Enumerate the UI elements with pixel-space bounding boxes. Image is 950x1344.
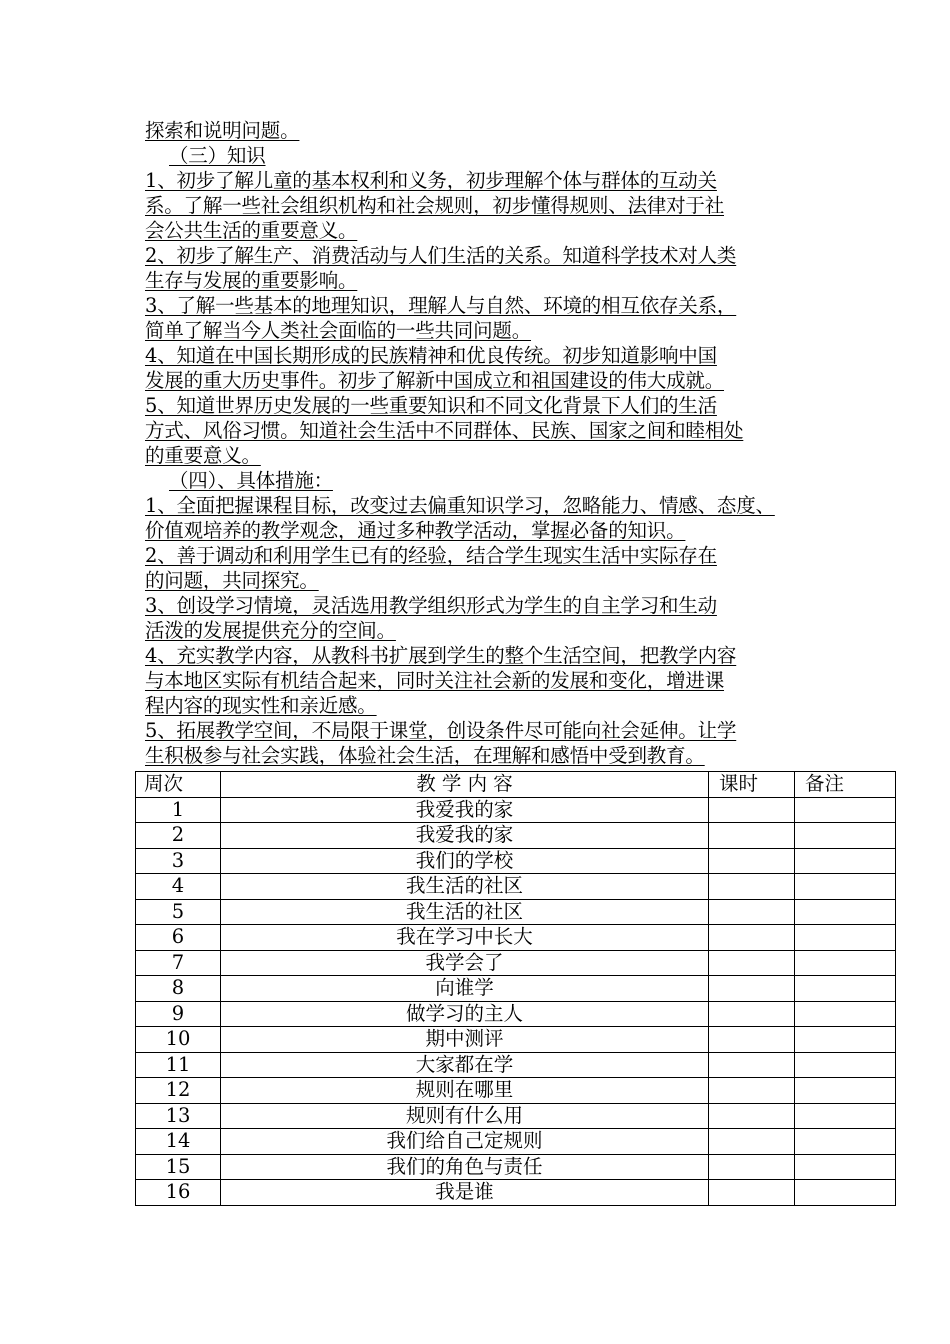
table-row [136,823,896,849]
table-row [136,874,896,900]
hours-cell [709,823,795,849]
week-cell: 10 [136,1027,221,1053]
content-cell: 大家都在学 [221,1052,709,1078]
content-cell: 我在学习中长大 [221,925,709,951]
content-cell: 我是谁 [221,1180,709,1206]
underline-filler [299,118,534,143]
table-header-row [136,772,896,798]
hours-cell [709,1180,795,1206]
week-cell: 15 [136,1154,221,1180]
notes-cell [795,976,896,1002]
text-line-content: 1、全面把握课程目标，改变过去偏重知识学习，忽略能力、情感、态度、 [145,494,775,517]
table-row [136,1052,896,1078]
text-line [145,493,825,518]
text-line [145,468,825,493]
week-cell: 14 [136,1129,221,1155]
hours-cell [709,1078,795,1104]
text-line-content: 5、拓展教学空间，不局限于课堂，创设条件尽可能向社会延伸。让学 [145,719,737,742]
header-notes: 备注 [795,772,896,798]
hours-cell [709,1154,795,1180]
underline-filler [377,693,577,718]
text-line [145,718,825,743]
header-hours: 课时 [709,772,795,798]
hours-cell [709,1001,795,1027]
week-cell: 12 [136,1078,221,1104]
table-row [136,1103,896,1129]
text-line-content: （三）知识 [169,144,266,167]
text-line [145,143,825,168]
content-cell: 我们的角色与责任 [221,1154,709,1180]
notes-cell [795,874,896,900]
hours-cell [709,950,795,976]
content-cell: 我们给自己定规则 [221,1129,709,1155]
text-line-content: 的问题，共同探究。 [145,569,319,592]
text-line [145,293,825,318]
hours-cell [709,1103,795,1129]
text-line-content: 3、创设学习情境，灵活选用教学组织形式为学生的自主学习和生动 [145,594,717,617]
content-cell: 我生活的社区 [221,899,709,925]
notes-cell [795,950,896,976]
text-line [145,693,825,718]
table-row [136,1154,896,1180]
hours-cell [709,848,795,874]
content-cell: 期中测评 [221,1027,709,1053]
text-line-content: 活泼的发展提供充分的空间。 [145,619,396,642]
text-line-content: 系。了解一些社会组织机构和社会规则，初步懂得规则、法律对于社 [145,194,725,217]
text-line [145,668,825,693]
text-line-content: 方式、风俗习惯。知道社会生活中不同群体、民族、国家之间和睦相处 [145,419,744,442]
text-line-content: 生存与发展的重要影响。 [145,269,358,292]
underline-filler [357,218,592,243]
content-cell: 做学习的主人 [221,1001,709,1027]
underline-filler [319,568,589,593]
hours-cell [709,1052,795,1078]
text-line [145,593,825,618]
content-cell: 向谁学 [221,976,709,1002]
notes-cell [795,848,896,874]
content-cell: 我生活的社区 [221,874,709,900]
table-row [136,797,896,823]
hours-cell [709,899,795,925]
week-cell: 9 [136,1001,221,1027]
text-line [145,618,825,643]
plan-text-block [145,118,825,768]
table-row [136,1078,896,1104]
text-line-content: 的重要意义。 [145,444,261,467]
content-cell: 规则在哪里 [221,1078,709,1104]
table-row [136,1180,896,1206]
text-line-content: 4、知道在中国长期形成的民族精神和优良传统。初步知道影响中国 [145,344,717,367]
underline-filler [531,318,643,343]
notes-cell [795,1103,896,1129]
week-cell: 4 [136,874,221,900]
hours-cell [709,976,795,1002]
table-row [136,950,896,976]
notes-cell [795,1052,896,1078]
table-row [136,1027,896,1053]
text-line [145,118,825,143]
table-row [136,848,896,874]
notes-cell [795,1078,896,1104]
text-line [145,393,825,418]
text-line-content: 生积极参与社会实践，体验社会生活，在理解和感悟中受到教育。 [145,744,705,767]
content-cell: 我爱我的家 [221,797,709,823]
text-line-content: 5、知道世界历史发展的一些重要知识和不同文化背景下人们的生活 [145,394,717,417]
week-cell: 2 [136,823,221,849]
underline-filler [333,468,568,493]
text-line [145,643,825,668]
hours-cell [709,925,795,951]
text-line [145,543,825,568]
content-cell: 我学会了 [221,950,709,976]
notes-cell [795,899,896,925]
notes-cell [795,1129,896,1155]
text-line-content: 简单了解当今人类社会面临的一些共同问题。 [145,319,532,342]
text-line-content: 2、善于调动和利用学生已有的经验，结合学生现实生活中实际存在 [145,544,717,567]
text-line [145,443,825,468]
week-cell: 6 [136,925,221,951]
underline-filler [357,268,592,293]
text-line-content: 4、充实教学内容，从教科书扩展到学生的整个生活空间，把教学内容 [145,644,737,667]
week-cell: 5 [136,899,221,925]
notes-cell [795,1001,896,1027]
week-cell: 7 [136,950,221,976]
text-line-content: 会公共生活的重要意义。 [145,219,358,242]
notes-cell [795,1180,896,1206]
week-cell: 3 [136,848,221,874]
notes-cell [795,823,896,849]
notes-cell [795,797,896,823]
underline-filler [266,143,536,168]
table-row [136,976,896,1002]
text-line [145,743,825,768]
table-body [136,797,896,1205]
content-cell: 我们的学校 [221,848,709,874]
table-row [136,899,896,925]
text-line-content: 与本地区实际有机结合起来，同时关注社会新的发展和变化，增进课 [145,669,725,692]
hours-cell [709,1027,795,1053]
text-line-content: 3、了解一些基本的地理知识，理解人与自然、环境的相互依存关系， [145,294,737,317]
underline-filler [261,443,531,468]
text-line [145,368,825,393]
notes-cell [795,925,896,951]
text-line [145,243,825,268]
text-line [145,193,825,218]
text-line [145,568,825,593]
teaching-schedule-table [135,771,896,1206]
hours-cell [709,797,795,823]
header-week: 周次 [136,772,221,798]
week-cell: 11 [136,1052,221,1078]
text-line-content: （四）、具体措施： [169,469,333,492]
content-cell: 规则有什么用 [221,1103,709,1129]
text-line-content: 2、初步了解生产、消费活动与人们生活的关系。知道科学技术对人类 [145,244,737,267]
text-line [145,518,825,543]
text-line-content: 探索和说明问题。 [145,119,300,142]
text-line-content: 价值观培养的教学观念，通过多种教学活动，掌握必备的知识。 [145,519,686,542]
text-line [145,218,825,243]
week-cell: 8 [136,976,221,1002]
underline-filler [396,618,621,643]
text-line-content: 程内容的现实性和亲近感。 [145,694,377,717]
week-cell: 16 [136,1180,221,1206]
notes-cell [795,1027,896,1053]
text-line [145,343,825,368]
text-line [145,268,825,293]
table-row [136,1129,896,1155]
hours-cell [709,1129,795,1155]
text-line-content: 1、初步了解儿童的基本权利和义务，初步理解个体与群体的互动关 [145,169,717,192]
text-line [145,318,825,343]
week-cell: 1 [136,797,221,823]
content-cell: 我爱我的家 [221,823,709,849]
hours-cell [709,874,795,900]
text-line [145,418,825,443]
table-row [136,1001,896,1027]
text-line [145,168,825,193]
text-line-content: 发展的重大历史事件。初步了解新中国成立和祖国建设的伟大成就。 [145,369,725,392]
header-content: 教 学 内 容 [221,772,709,798]
week-cell: 13 [136,1103,221,1129]
table-row [136,925,896,951]
notes-cell [795,1154,896,1180]
